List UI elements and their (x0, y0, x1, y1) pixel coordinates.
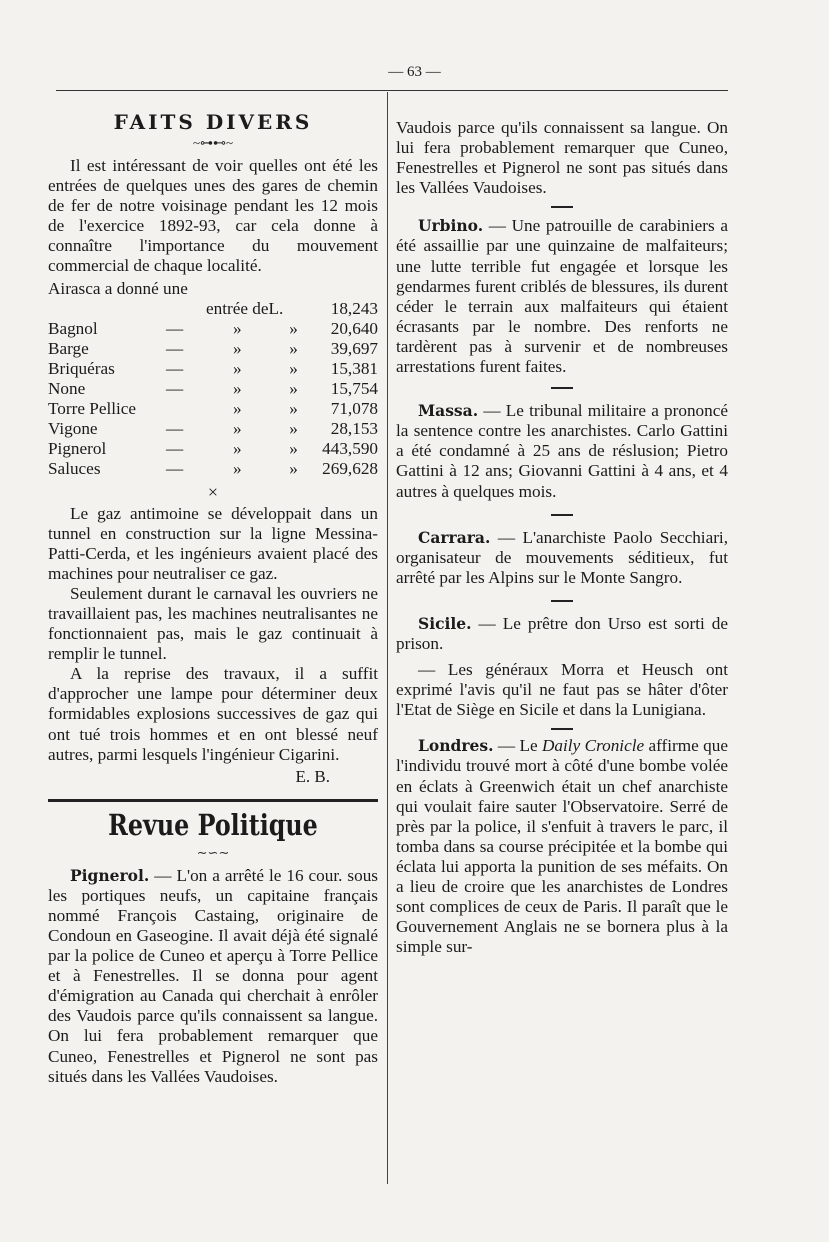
station-name: Saluces (48, 459, 101, 479)
station-dash: — (166, 419, 184, 439)
carrara-paragraph (396, 528, 728, 588)
gaz-paragraph-2: Seulement durant le carnaval les ouvriers ne travaillaient pas, les machines neutralisantes ne fonctionnaient pas, mais le gaz continuait à remplir le tunnel. (48, 583, 378, 664)
pignerol-paragraph (48, 865, 378, 1086)
section-rule (48, 799, 378, 802)
urbino-keyword: Urbino. (418, 216, 484, 236)
carrara-keyword: Carrara. (418, 527, 491, 547)
ditto-mark: » (232, 318, 242, 338)
table-row (48, 459, 378, 479)
station-dash (166, 399, 206, 419)
londres-pre: — Le (493, 736, 543, 756)
ditto-mark: » (289, 459, 298, 479)
ditto-mark: » (232, 338, 242, 358)
massa-keyword: Massa. (418, 401, 479, 421)
gaz-paragraph-1: Le gaz antimoine se développait dans un tunnel en construction sur la ligne Messina-Patti-Cerda, et les ingénieurs avaient placé des machines pour neutraliser ce gaz. (48, 503, 378, 583)
sicile-paragraph-2: — Les généraux Morra et Heusch ont exprimé l'avis qu'il ne faut pas se hâter d'ôter l'Etat de Siège en Sicile et dans la Lunigiana. (396, 660, 728, 720)
title-ornament: ~⊶⊷~ (192, 135, 234, 150)
station-value: 20,640 (330, 318, 378, 338)
sicile-text: — Le prêtre don Urso est sorti de prison. (396, 613, 728, 653)
station-dash: — (166, 338, 184, 358)
pignerol-continuation: Vaudois parce qu'ils connaissent sa langue. On lui fera probablement remarquer que Cuneo, Fenestrelles et Pignerol ne sont pas situés dans les Vallées Vaudoises. (396, 118, 728, 198)
section-separator-cross: × (207, 481, 219, 502)
article-separator (551, 514, 573, 516)
ditto-mark: » (232, 439, 242, 459)
urbino-paragraph (396, 216, 728, 377)
station-name: Torre Pellice (48, 399, 137, 419)
left-column (48, 110, 378, 1086)
table-row (48, 319, 378, 339)
ditto-mark: » (289, 419, 298, 439)
ditto-mark: » (289, 318, 298, 338)
airasca-line: Airasca a donné une (48, 278, 188, 298)
article-separator (551, 206, 573, 208)
table-row (48, 379, 378, 399)
sicile-keyword: Sicile. (418, 613, 472, 633)
ditto-mark: » (289, 338, 298, 358)
station-dash: — (166, 358, 184, 378)
header-rule (56, 90, 728, 91)
newspaper-name: Daily Cronicle (542, 736, 645, 756)
massa-text: — Le tribunal militaire a prononcé la sentence contre les anarchistes. Carlo Gattini a été condamné à 25 ans de réslusion; Pietro Gattini à 12 ans; Giovanni Gattini à 4 ans, et 4 autres à quelques mois. (396, 401, 728, 501)
article-separator (551, 600, 573, 602)
massa-paragraph (396, 401, 728, 501)
station-dash: — (166, 439, 184, 459)
article-separator (551, 387, 573, 389)
station-name: None (48, 379, 86, 399)
currency-label: L. (268, 298, 284, 318)
station-name: Pignerol (48, 439, 107, 459)
station-value: 269,628 (322, 459, 378, 479)
station-name: Bagnol (48, 318, 98, 338)
section-title-faits-divers: FAITS DIVERS (113, 110, 313, 134)
gaz-paragraph-3: A la reprise des travaux, il a suffit d'approcher une lampe pour déterminer deux formidables explosions successives de gaz qui ont tué trois hommes et en ont blessé neuf autres, parmi lesquels l'ingénieur Cigarini. (48, 664, 378, 764)
londres-keyword: Londres. (418, 736, 494, 756)
station-name: Vigone (48, 419, 98, 439)
section-title-revue-politique: Revue Politique (108, 807, 318, 842)
article-separator (551, 728, 573, 730)
ditto-mark: » (232, 419, 242, 439)
table-row (48, 299, 378, 319)
station-value: 443,590 (322, 439, 378, 459)
right-column (396, 118, 728, 957)
station-value: 15,381 (330, 358, 378, 378)
revue-ornament: ∼∽∼ (196, 844, 230, 860)
station-value: 15,754 (330, 379, 378, 399)
column-divider (387, 92, 388, 1184)
ditto-mark: » (232, 399, 242, 419)
ditto-mark: » (289, 358, 298, 378)
londres-paragraph (396, 736, 728, 957)
ditto-mark: » (289, 439, 298, 459)
faits-intro-paragraph: Il est intéressant de voir quelles ont été les entrées de quelques unes des gares de chemin de fer de notre voisinage pendant les 12 mois de l'exercice 1892-93, car cela donne à connaître l'importance du mouvement commercial de chaque localité. (48, 156, 378, 276)
table-row (48, 399, 378, 419)
ditto-mark: » (289, 399, 298, 419)
table-row (48, 339, 378, 359)
ditto-mark: » (232, 358, 242, 378)
londres-text: affirme que l'individu trouvé mort à côté d'une bombe volée en éclats à Greenwich était un chef anarchiste qui voulait faire sauter l'Observatoire. Serré de près par la police, il s'enfuit à travers le parc, il tomba dans sa course précipitée et la bombe qui éclata lui apporta la punition de ses méfaits. On a lieu de croire que les anarchistes de Londres sont complices de ceux de Paris. Il paraît que le Gouvernement Anglais ne se bornera plus à la simple sur- (396, 736, 728, 957)
station-value: 28,153 (330, 419, 378, 439)
station-dash: — (166, 459, 184, 479)
station-value: 71,078 (330, 399, 378, 419)
author-signature: E. B. (295, 766, 330, 786)
pignerol-text: — L'on a arrêté le 16 cour. sous les portiques neufs, un capitaine français nommé François Castaing, originaire de Condoun en Gaseogine. Il avait déjà été signalé par la police de Cuneo et aperçu à Torre Pellice et à Fenestrelles. Il se donna pour agent d'émigration au Canada qui cherchait à enrôler des Vaudois parce qu'ils connaissent sa langue. On lui fera probablement remarquer que Cuneo, Fenestrelles et Pignerol ne sont pas situés dans les Vallées Vaudoises. (48, 865, 378, 1086)
urbino-text: — Une patrouille de carabiniers a été assaillie par une quinzaine de malfaiteurs; une lutte terrible fut engagée et lorsque les gendarmes furent criblés de blessures, ils durent céder le terrain aux malfaiteurs qui étaient écrasants par le nombre. Des renforts ne tardèrent pas à survenir et de nombreuses arrestations furent faites. (396, 216, 728, 377)
ditto-mark: » (232, 459, 242, 479)
station-value: 39,697 (330, 338, 378, 358)
station-revenue-table (48, 299, 378, 480)
station-dash: — (166, 318, 184, 338)
table-row (48, 439, 378, 459)
station-name: Barge (48, 338, 89, 358)
table-row (48, 359, 378, 379)
station-dash: — (166, 379, 184, 399)
page-number: — 63 — (388, 64, 441, 80)
table-row (48, 419, 378, 439)
sicile-paragraph (396, 614, 728, 654)
ditto-mark: » (289, 379, 298, 399)
carrara-text: — L'anarchiste Paolo Secchiari, organisateur de mouvements séditieux, fut arrêté par les Alpins sur le Monte Sangro. (396, 527, 728, 587)
pignerol-keyword: Pignerol. (70, 865, 150, 885)
entree-label: entrée de (206, 298, 269, 318)
station-name: Briquéras (48, 358, 115, 378)
airasca-value: 18,243 (330, 298, 378, 318)
ditto-mark: » (232, 379, 242, 399)
